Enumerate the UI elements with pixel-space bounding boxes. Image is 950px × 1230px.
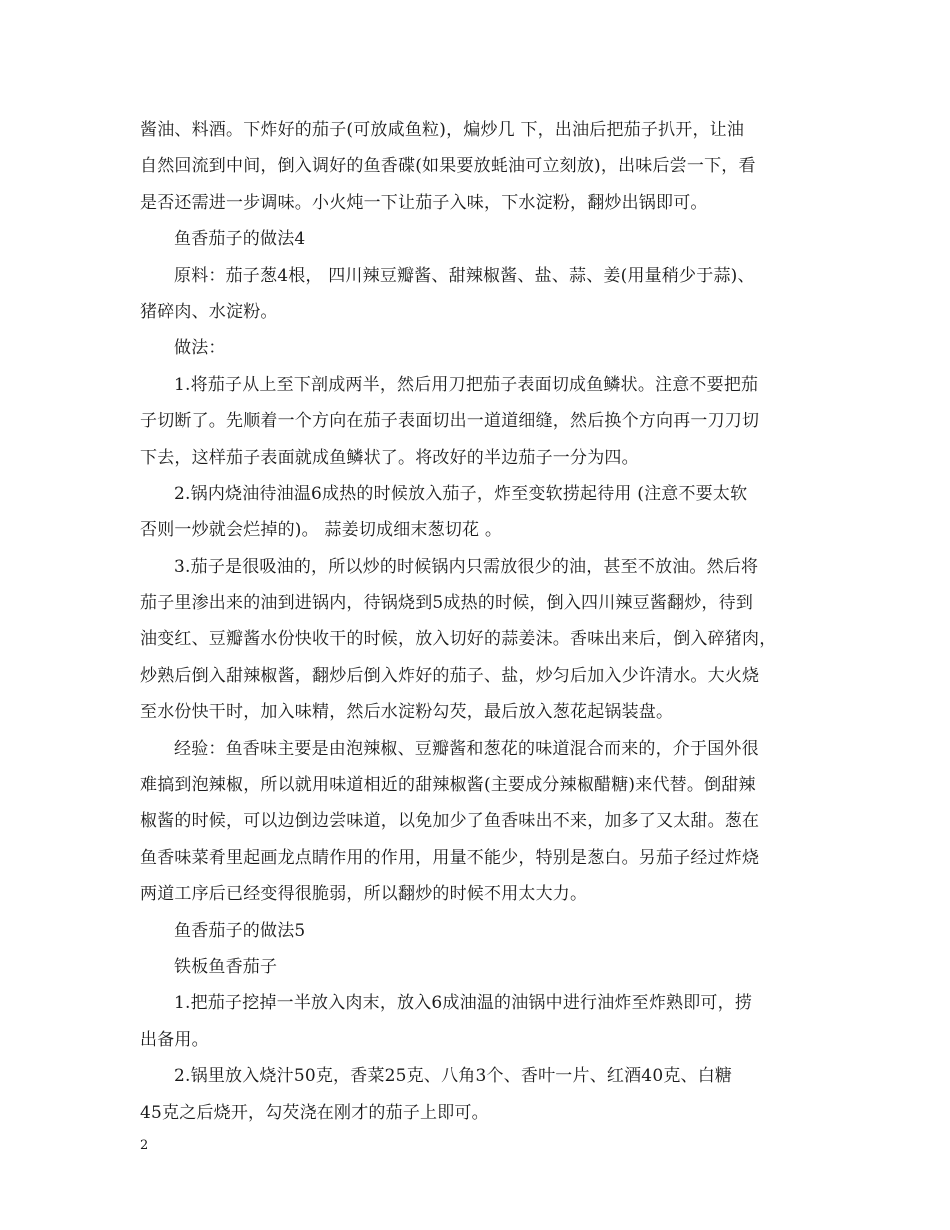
step-text-line: 炒熟后倒入甜辣椒酱，翻炒后倒入炸好的茄子、盐，炒匀后加入少许清水。大火烧 [140,665,760,686]
document-body [140,112,830,1131]
page-number: 2 [140,1138,149,1153]
step-text-line: 油变红、豆瓣酱水份快收干的时候，放入切好的蒜姜沫。香味出来后，倒入碎猪肉， [140,629,777,650]
body-text-line: 酱油、料酒。下炸好的茄子(可放咸鱼粒)，煸炒几 下，出油后把茄子扒开，让油 [140,120,745,140]
body-text-line: 原料：茄子葱4根， 四川辣豆瓣酱、甜辣椒酱、盐、蒜、姜(用量稍少于蒜)、 [174,265,755,286]
step-text-line: 3.茄子是很吸油的，所以炒的时候锅内只需放很少的油，甚至不放油。然后将 [174,556,759,577]
section-heading: 鱼香茄子的做法4 [174,229,306,250]
tip-text-line: 经验：鱼香味主要是由泡辣椒、豆瓣酱和葱花的味道混合而来的，介于国外很 [174,738,759,759]
step-text-line: 茄子里渗出来的油到进锅内，待锅烧到5成热的时候，倒入四川辣豆酱翻炒，待到 [140,593,754,614]
section-heading: 鱼香茄子的做法5 [174,920,306,941]
step-text-line: 1.把茄子挖掉一半放入肉末，放入6成油温的油锅中进行油炸至炸熟即可，捞 [174,993,753,1014]
body-text-line: 自然回流到中间，倒入调好的鱼香碟(如果要放蚝油可立刻放)，出味后尝一下，看 [140,156,756,177]
step-text-line: 子切断了。先顺着一个方向在茄子表面切出一道道细缝，然后换个方向再一刀刀切 [140,411,760,432]
method-label: 做法： [174,338,226,359]
body-text-line: 是否还需进一步调味。小火炖一下让茄子入味，下水淀粉，翻炒出锅即可。 [140,192,708,213]
step-text-line: 2.锅内烧油待油温6成热的时候放入茄子，炸至变软捞起待用 (注意不要太软 [174,483,748,504]
step-text-line: 出备用。 [140,1029,209,1050]
step-text-line: 45克之后烧开，勾芡浇在刚才的茄子上即可。 [140,1102,489,1123]
step-text-line: 否则一炒就会烂掉的)。 蒜姜切成细末葱切花 。 [140,520,503,541]
step-text-line: 下去，这样茄子表面就成鱼鳞状了。将改好的半边茄子一分为四。 [140,447,639,468]
step-text-line: 1.将茄子从上至下剖成两半，然后用刀把茄子表面切成鱼鳞状。注意不要把茄 [174,374,759,395]
step-text-line: 2.锅里放入烧汁50克，香菜25克、八角3个、香叶一片、红酒40克、白糖 [174,1066,733,1087]
tip-text-line: 椒酱的时候，可以边倒边尝味道，以免加少了鱼香味出不来，加多了又太甜。葱在 [140,811,760,832]
tip-text-line: 两道工序后已经变得很脆弱，所以翻炒的时候不用太大力。 [140,884,588,905]
tip-text-line: 鱼香味菜肴里起画龙点睛作用的作用，用量不能少，特别是葱白。另茄子经过炸烧 [140,847,760,868]
tip-text-line: 难搞到泡辣椒，所以就用味道相近的甜辣椒酱(主要成分辣椒醋糖)来代替。倒甜辣 [140,775,756,796]
dish-name: 铁板鱼香茄子 [174,956,278,977]
step-text-line: 至水份快干时，加入味精，然后水淀粉勾芡，最后放入葱花起锅装盘。 [140,702,674,723]
body-text-line: 猪碎肉、水淀粉。 [140,301,278,322]
